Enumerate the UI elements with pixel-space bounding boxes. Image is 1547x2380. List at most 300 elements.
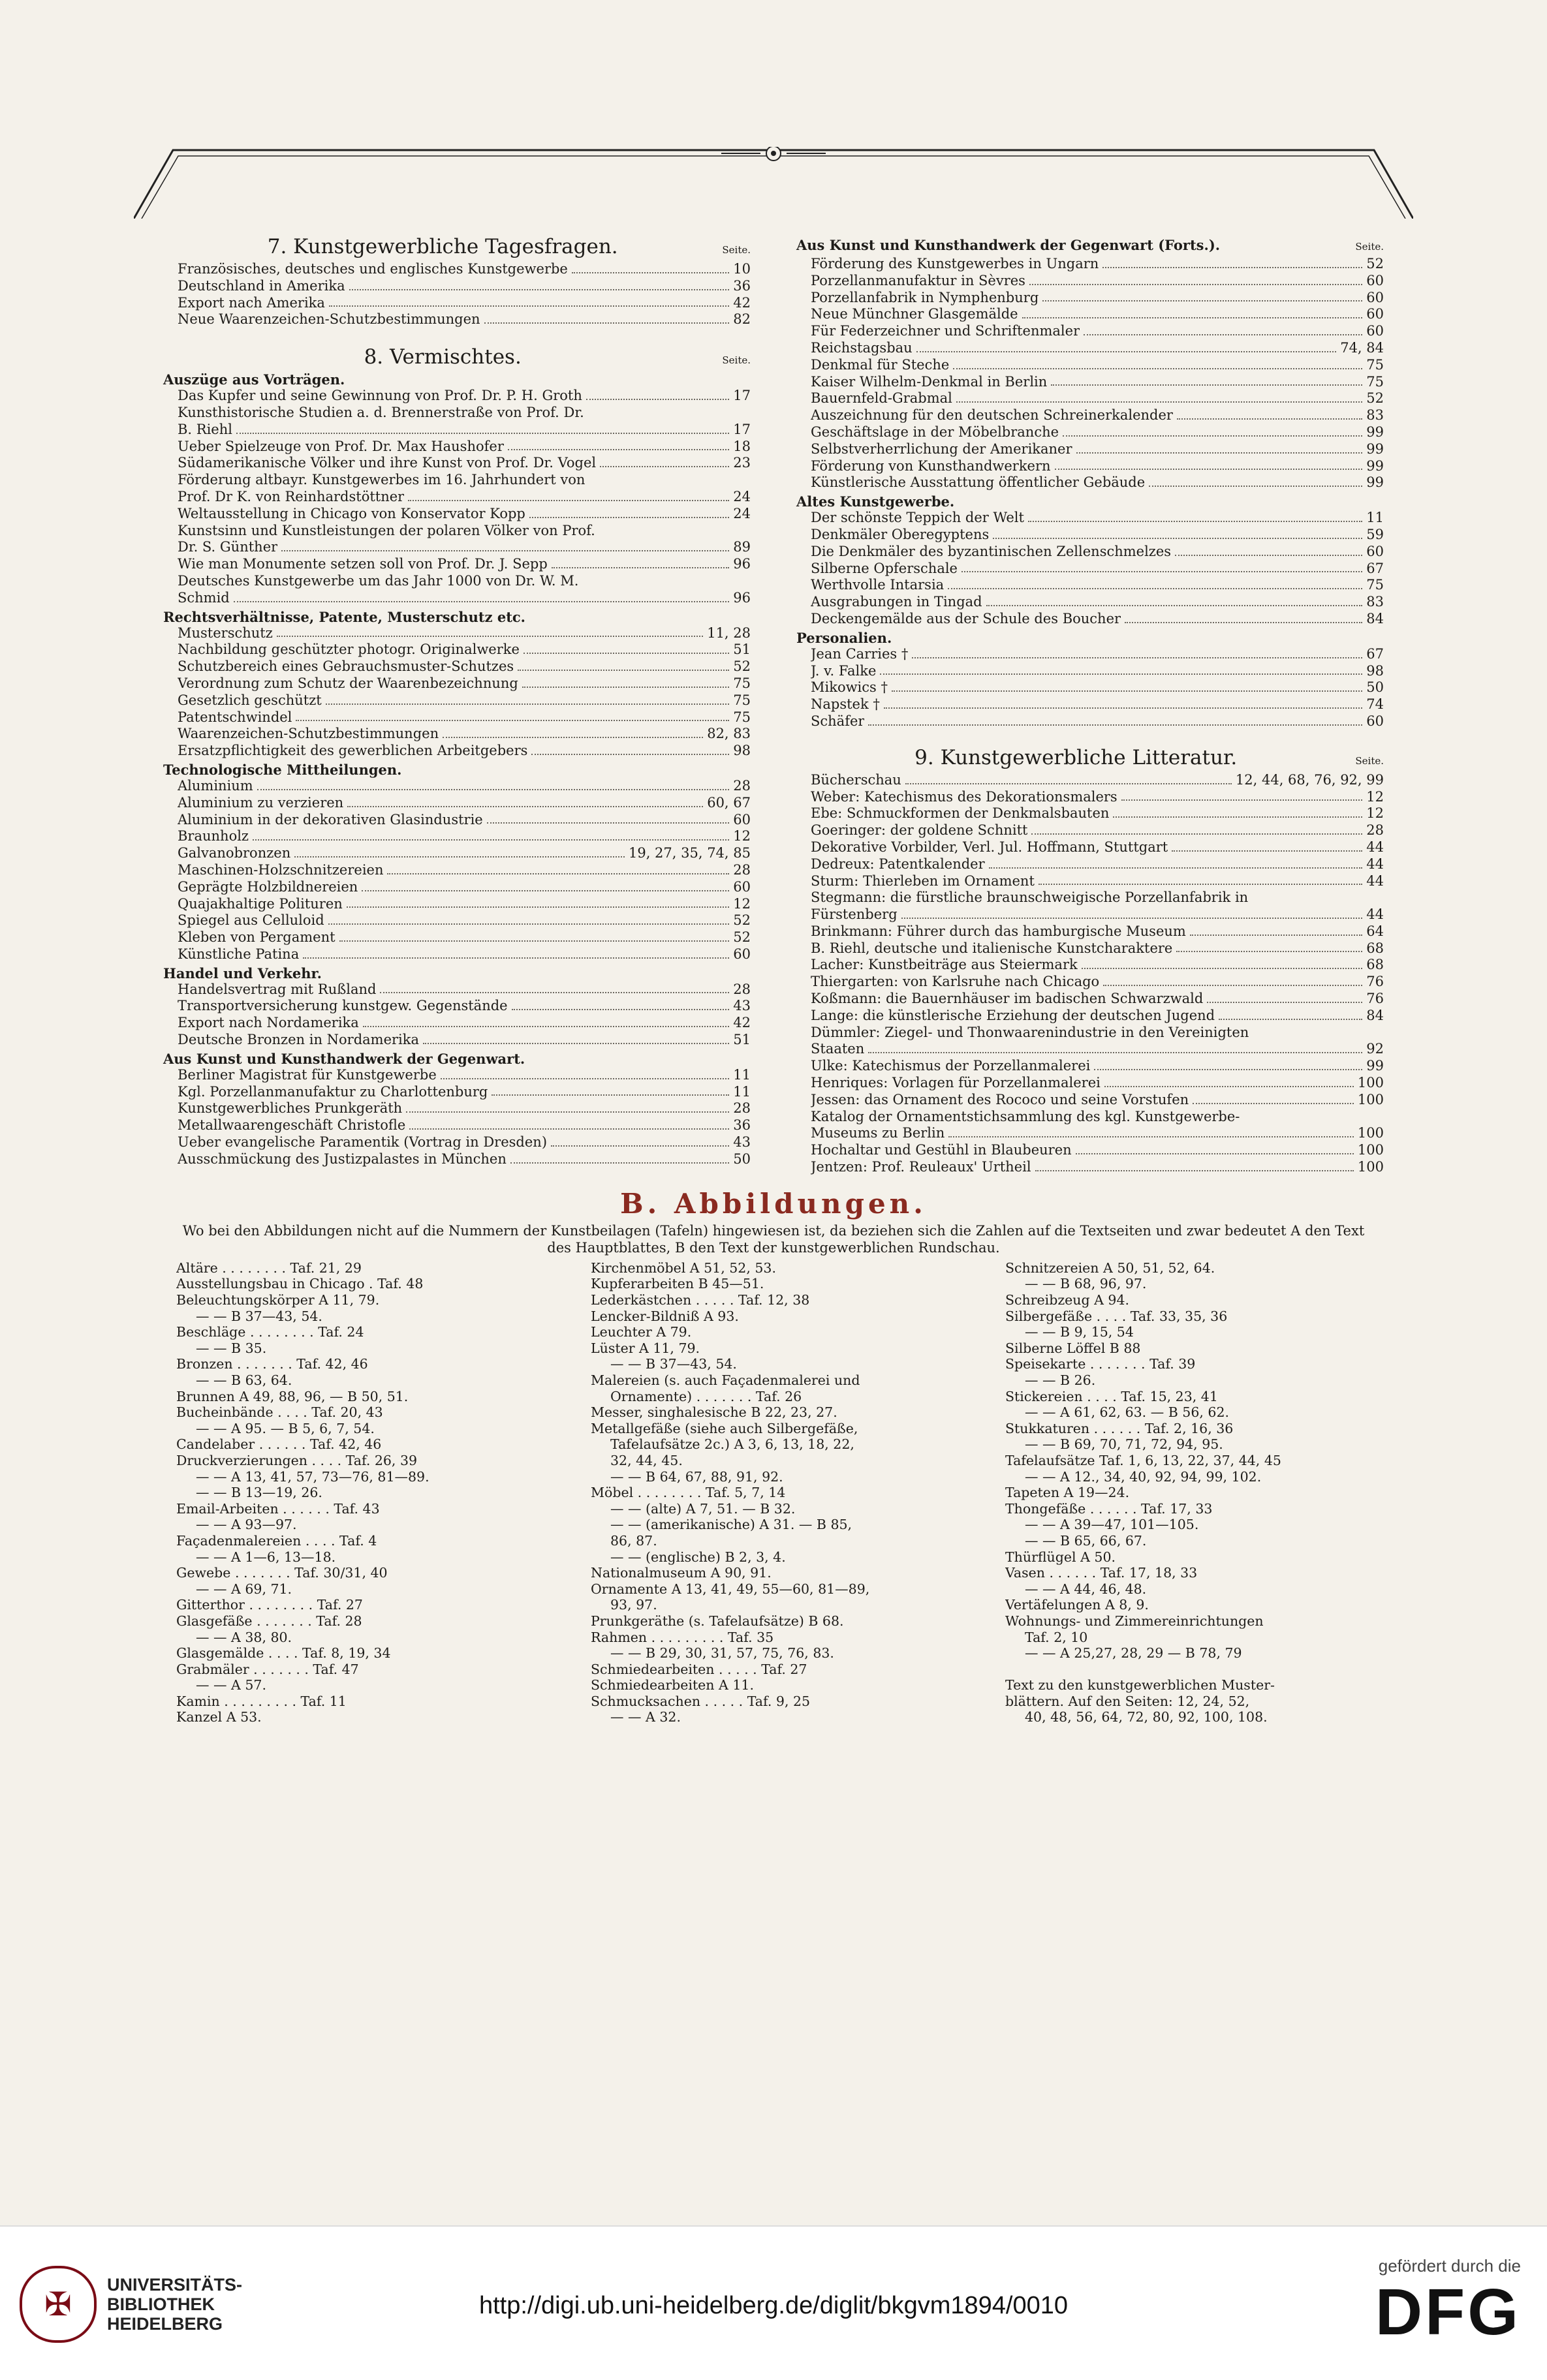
index-entry [163, 896, 751, 913]
entry-text: Henriques: Vorlagen für Porzellanmalerei [811, 1075, 1101, 1091]
abbildung-entry: Speisekarte . . . . . . . Taf. 39 [1005, 1356, 1196, 1372]
index-entry [796, 357, 1384, 374]
index-entry [796, 974, 1384, 991]
dot-leader [1172, 839, 1362, 852]
entry-text: Ulke: Katechismus der Porzellanmalerei [811, 1058, 1091, 1074]
abbildung-entry: Nationalmuseum A 90, 91. [591, 1565, 772, 1581]
dot-leader [347, 795, 703, 807]
dot-leader [510, 1151, 729, 1164]
dot-leader [408, 489, 729, 501]
dot-leader [1035, 1159, 1354, 1171]
page-number: 24 [733, 488, 751, 504]
abbildung-entry: Gitterthor . . . . . . . . Taf. 27 [176, 1597, 363, 1613]
dot-leader [339, 929, 730, 942]
group-heading: Personalien. [796, 629, 892, 646]
abbildung-entry: Brunnen A 49, 88, 96, — B 50, 51. [176, 1388, 409, 1404]
page-number: 83 [1366, 594, 1384, 610]
source-url-link[interactable]: http://digi.ub.uni-heidelberg.de/diglit/bkgvm1894/0010 [478, 2292, 1069, 2319]
page-number: 76 [1366, 974, 1384, 990]
index-entry [796, 940, 1384, 957]
personalien-list [796, 646, 1384, 730]
abbildung-entry: Candelaber . . . . . . Taf. 42, 46 [176, 1436, 382, 1453]
index-entry [163, 590, 751, 607]
entry-text: Lange: die künstlerische Erziehung der deutschen Jugend [811, 1007, 1215, 1023]
entry-text: Braunholz [178, 828, 249, 844]
page-number: 100 [1357, 1075, 1384, 1091]
index-entry [163, 658, 751, 675]
index-entry [796, 611, 1384, 628]
index-entry [163, 709, 751, 726]
abbildungen-columns [163, 1260, 1384, 1725]
entry-text: Schmid [178, 589, 230, 606]
abbildung-entry: Gewebe . . . . . . . Taf. 30/31, 40 [176, 1565, 388, 1581]
entry-text: Berliner Magistrat für Kunstgewerbe [178, 1066, 437, 1083]
abbildung-entry: — — A 93—97. [196, 1517, 297, 1533]
entry-text: Künstliche Patina [178, 946, 300, 962]
page-number: 19, 27, 35, 74, 85 [628, 845, 751, 861]
abbildung-entry: Beschläge . . . . . . . . Taf. 24 [176, 1324, 364, 1340]
abbildung-entry: Schmiedearbeiten . . . . . Taf. 27 [591, 1661, 807, 1677]
abbildung-entry: — — (amerikanische) A 31. — B 85, [610, 1517, 852, 1533]
abbildung-entry: Vasen . . . . . . Taf. 17, 18, 33 [1005, 1565, 1198, 1581]
index-entry [796, 663, 1384, 680]
dot-leader [1102, 256, 1362, 268]
page-number: 28 [733, 1100, 751, 1117]
dot-leader [1031, 822, 1362, 835]
index-entry [796, 544, 1384, 561]
dfg-wordmark: DFG [1375, 2276, 1521, 2349]
page-number: 60 [1366, 306, 1384, 322]
abbildung-entry: Tafelaufsätze 2c.) A 3, 6, 13, 18, 22, [610, 1436, 854, 1453]
index-entry [796, 822, 1384, 839]
index-entry [163, 778, 751, 795]
dot-leader [880, 663, 1362, 675]
index-entry [796, 256, 1384, 273]
entry-text: Ausschmückung des Justizpalastes in München [178, 1151, 507, 1167]
index-entry [163, 912, 751, 929]
entry-text: Quajakhaltige Polituren [178, 895, 343, 912]
index-entry [163, 879, 751, 896]
page-number: 75 [1366, 373, 1384, 390]
dot-leader [588, 405, 747, 417]
entry-text: Denkmäler Oberegyptens [811, 526, 990, 542]
page-number: 60 [733, 946, 751, 962]
seite-label: Seite. [1355, 241, 1384, 253]
group-heading: Aus Kunst und Kunsthandwerk der Gegenwart (Forts.). [796, 237, 1221, 253]
page-number: 75 [733, 675, 751, 691]
dot-leader [236, 422, 729, 434]
page-number: 99 [1366, 1058, 1384, 1074]
dot-leader [884, 696, 1362, 709]
page-number: 23 [733, 455, 751, 471]
page-number: 12 [1366, 788, 1384, 805]
page-number: 98 [733, 743, 751, 759]
entry-text: Deutsches Kunstgewerbe um das Jahr 1000 von Dr. W. M. [178, 572, 579, 589]
dot-leader [531, 743, 729, 755]
dot-leader [484, 311, 730, 324]
page-number: 12 [733, 828, 751, 844]
index-entry [796, 906, 1384, 923]
abbildung-entry: — — B 26. [1025, 1372, 1096, 1388]
entry-text: Dedreux: Patentkalender [811, 856, 985, 872]
page-number: 92 [1366, 1041, 1384, 1057]
index-entry [163, 506, 751, 523]
abbildung-entry: Prunkgeräthe (s. Tafelaufsätze) B 68. [591, 1613, 844, 1629]
dot-leader [1176, 940, 1362, 953]
index-entry [796, 991, 1384, 1008]
abbildung-entry: Façadenmalereien . . . . Taf. 4 [176, 1532, 377, 1549]
index-entry [796, 679, 1384, 696]
page-number: 100 [1357, 1159, 1384, 1175]
dfg-logo[interactable] [1375, 2256, 1521, 2348]
abbildung-entry: Taf. 2, 10 [1025, 1629, 1088, 1645]
entry-text: Sturm: Thierleben im Ornament [811, 873, 1035, 889]
page-number: 52 [1366, 390, 1384, 407]
abbildung-entry: Malereien (s. auch Façadenmalerei und [591, 1372, 860, 1388]
continued-heading [796, 235, 1384, 253]
index-entry [796, 957, 1384, 974]
dot-leader [1084, 323, 1362, 335]
index-entry [796, 646, 1384, 663]
dot-leader [589, 472, 747, 484]
page-number: 60 [1366, 713, 1384, 729]
index-entry [163, 929, 751, 946]
abbildung-entry: Wohnungs- und Zimmereinrichtungen [1005, 1613, 1264, 1629]
page-number: 67 [1366, 560, 1384, 576]
index-entry [163, 795, 751, 812]
index-entry [163, 726, 751, 743]
index-entry [163, 1084, 751, 1101]
dot-leader [1076, 1142, 1354, 1154]
dot-leader [993, 527, 1362, 539]
abbildung-entry: — — B 69, 70, 71, 72, 94, 95. [1025, 1436, 1223, 1453]
abbildung-entry: Messer, singhalesische B 22, 23, 27. [591, 1404, 837, 1421]
page-number: 11 [1366, 510, 1384, 526]
page-number: 98 [1366, 662, 1384, 679]
entry-text: Der schönste Teppich der Welt [811, 510, 1024, 526]
altes-kunstgewerbe-list [796, 510, 1384, 628]
dot-leader [1082, 957, 1363, 969]
entry-text: B. Riehl [178, 421, 232, 437]
abbildung-entry: — — B 35. [196, 1340, 267, 1356]
entry-text: Metallwaarengeschäft Christofle [178, 1117, 406, 1134]
dot-leader [1252, 889, 1380, 902]
abbildung-entry: Glasgefäße . . . . . . . Taf. 28 [176, 1613, 362, 1629]
entry-text: Das Kupfer und seine Gewinnung von Prof. Dr. P. H. Groth [178, 388, 582, 404]
dot-leader [1063, 424, 1362, 437]
abbildung-entry: — — A 25,27, 28, 29 — B 78, 79 [1025, 1645, 1242, 1661]
seite-label: Seite. [722, 244, 751, 256]
abbildung-entry: Bronzen . . . . . . . Taf. 42, 46 [176, 1356, 368, 1372]
dot-leader [294, 845, 625, 858]
page-number: 12 [1366, 805, 1384, 822]
dot-leader [953, 357, 1362, 369]
page-number: 51 [733, 1032, 751, 1048]
page-number: 60 [733, 878, 751, 895]
abbildung-entry: — — B 68, 96, 97. [1025, 1276, 1147, 1292]
dot-leader [1190, 923, 1362, 936]
index-entry [796, 772, 1384, 789]
dot-leader [1243, 1109, 1380, 1121]
page-number: 89 [733, 539, 751, 555]
index-entry [163, 845, 751, 862]
dot-leader [529, 506, 729, 518]
index-entry [163, 261, 751, 278]
entry-text: Handelsvertrag mit Rußland [178, 981, 377, 997]
abbildung-entry: Ornamente) . . . . . . . Taf. 26 [610, 1388, 802, 1404]
index-page [163, 235, 1384, 1725]
entry-text: Schäfer [811, 713, 865, 729]
entry-text: Thiergarten: von Karlsruhe nach Chicago [811, 974, 1100, 990]
index-entry [796, 323, 1384, 340]
dot-leader [329, 295, 729, 307]
index-entry [163, 278, 751, 295]
page-number: 99 [1366, 440, 1384, 457]
dfg-subtitle: gefördert durch die [1378, 2256, 1521, 2276]
abbildungen-heading: B. Abbildungen. [620, 1187, 927, 1220]
index-entry [163, 422, 751, 439]
abbildung-entry: Silberne Löffel B 88 [1005, 1340, 1141, 1356]
index-entry [796, 441, 1384, 458]
page-number: 28 [733, 981, 751, 997]
abbildungen-intro: Wo bei den Abbildungen nicht auf die Nummern der Kunstbeilagen (Tafeln) hingewiesen ist, da beziehen sich die Zahlen auf die Textseiten und zwar bedeutet A den Text des Hauptblattes, B den Text der kunstgewerblichen Rundschau. [182, 1222, 1365, 1256]
dot-leader [1219, 1008, 1362, 1020]
index-entry [796, 594, 1384, 611]
page-number: 11, 28 [707, 625, 751, 641]
index-entry [163, 675, 751, 692]
dot-leader [1039, 873, 1362, 886]
page-number: 28 [733, 777, 751, 794]
abbildung-entry: — — (alte) A 7, 51. — B 32. [610, 1500, 796, 1517]
abbildung-entry: Lederkästchen . . . . . Taf. 12, 38 [591, 1292, 810, 1308]
page-number: 11 [733, 1066, 751, 1083]
page-number: 60 [1366, 543, 1384, 559]
page-number: 60, 67 [707, 794, 751, 811]
entry-text: Französisches, deutsches und englisches Kunstgewerbe [178, 261, 568, 277]
abbildung-entry: — — A 39—47, 101—105. [1025, 1517, 1199, 1533]
entry-text: Neue Münchner Glasgemälde [811, 306, 1018, 322]
index-entry [796, 923, 1384, 940]
entry-text: Stegmann: die fürstliche braunschweigische Porzellanfabrik in [811, 889, 1249, 906]
dot-leader [423, 1032, 729, 1044]
page-number: 44 [1366, 873, 1384, 889]
dot-leader [916, 340, 1337, 352]
abbildungen-column-2 [591, 1260, 956, 1725]
index-entry [163, 295, 751, 312]
page-number: 74, 84 [1340, 339, 1384, 356]
index-entry [796, 1008, 1384, 1025]
abbildung-entry: Tapeten A 19—24. [1005, 1485, 1130, 1501]
page-number: 52 [733, 929, 751, 946]
abbildung-entry: — — A 32. [610, 1709, 681, 1725]
dot-leader [989, 856, 1363, 869]
abbildung-entry: — — B 13—19, 26. [196, 1485, 322, 1501]
dot-leader [1094, 1058, 1362, 1070]
page-number: 12, 44, 68, 76, 92, 99 [1235, 771, 1384, 788]
entry-text: Ersatzpflichtigkeit des gewerblichen Arbeitgebers [178, 743, 528, 759]
entry-text: Kunsthistorische Studien a. d. Brennerstraße von Prof. Dr. [178, 404, 584, 420]
abbildung-entry: — — A 69, 71. [196, 1581, 292, 1597]
group-heading: Technologische Mittheilungen. [163, 761, 402, 778]
entry-text: Förderung altbayr. Kunstgewerbes im 16. Jahrhundert von [178, 472, 586, 488]
entry-text: Transportversicherung kunstgew. Gegenstände [178, 998, 508, 1014]
ub-line: BIBLIOTHEK [107, 2295, 215, 2314]
index-entry [163, 1134, 751, 1151]
index-entry [796, 340, 1384, 357]
abbildung-entry: Metallgefäße (siehe auch Silbergefäße, [591, 1420, 858, 1436]
abbildung-entry: — — (englische) B 2, 3, 4. [610, 1549, 786, 1565]
entry-text: Weber: Katechismus des Dekorationsmalers [811, 788, 1117, 805]
abbildung-entry: Stickereien . . . . Taf. 15, 23, 41 [1005, 1388, 1218, 1404]
abbildung-entry: blättern. Auf den Seiten: 12, 24, 52, [1005, 1693, 1250, 1709]
dot-leader [234, 590, 730, 602]
entry-text: Auszeichnung für den deutschen Schreinerkalender [811, 407, 1173, 424]
page-number: 99 [1366, 457, 1384, 474]
abbildung-entry: Stukkaturen . . . . . . Taf. 2, 16, 36 [1005, 1420, 1234, 1436]
abbildung-entry: — — A 1—6, 13—18. [196, 1549, 336, 1565]
dot-leader [892, 679, 1362, 692]
entry-text: Denkmal für Steche [811, 356, 950, 373]
index-entry [796, 407, 1384, 424]
index-entry [796, 889, 1384, 906]
index-entry [163, 692, 751, 709]
entry-text: J. v. Falke [811, 662, 877, 679]
index-entry [163, 812, 751, 829]
page-number: 68 [1366, 940, 1384, 956]
right-column [796, 235, 1384, 1176]
entry-text: Förderung von Kunsthandwerkern [811, 457, 1051, 474]
page-number: 60 [1366, 272, 1384, 288]
page-number: 75 [1366, 577, 1384, 593]
entry-text: Musterschutz [178, 625, 273, 641]
abbildung-entry: Beleuchtungskörper A 11, 79. [176, 1292, 380, 1308]
index-entry [163, 405, 751, 422]
section-title: 9. Kunstgewerbliche Litteratur. [914, 745, 1238, 769]
abbildung-entry: Thongefäße . . . . . . Taf. 17, 33 [1005, 1500, 1213, 1517]
index-entry [796, 789, 1384, 806]
entry-text: Silberne Opferschale [811, 560, 958, 576]
index-entry [163, 489, 751, 506]
page-number: 28 [733, 861, 751, 878]
dot-leader [1029, 273, 1362, 285]
dot-leader [409, 1117, 729, 1130]
page-number: 76 [1366, 991, 1384, 1007]
dot-leader [406, 1100, 729, 1113]
index-entry [163, 998, 751, 1015]
entry-text: Reichstagsbau [811, 339, 913, 356]
dot-leader [303, 946, 729, 959]
index-entry [796, 1058, 1384, 1075]
entry-text: Schutzbereich eines Gebrauchsmuster-Schutzes [178, 658, 514, 675]
index-entry [796, 873, 1384, 890]
index-entry [796, 713, 1384, 730]
index-entry [796, 273, 1384, 290]
dot-leader [1028, 510, 1362, 522]
dot-leader [868, 1041, 1362, 1053]
entry-text: Ebe: Schmuckformen der Denkmalsbauten [811, 805, 1110, 822]
abbildung-entry: Text zu den kunstgewerblichen Muster- [1005, 1677, 1275, 1693]
abbildung-entry: — — B 9, 15, 54 [1025, 1324, 1134, 1340]
dot-leader [362, 879, 729, 891]
page-number: 96 [733, 556, 751, 572]
abbildung-entry: Kamin . . . . . . . . . Taf. 11 [176, 1693, 347, 1709]
index-entry [163, 523, 751, 540]
index-entry [796, 696, 1384, 713]
section-9-title [796, 746, 1384, 769]
index-entry [796, 1125, 1384, 1142]
dot-leader [901, 906, 1363, 919]
litteratur-list [796, 772, 1384, 1176]
page-number: 28 [1366, 822, 1384, 839]
entry-text: Südamerikanische Völker und ihre Kunst von Prof. Dr. Vogel [178, 455, 597, 471]
entry-text: Ueber evangelische Paramentik (Vortrag in Dresden) [178, 1134, 548, 1151]
entry-text: Jean Carries † [811, 645, 909, 662]
seite-label: Seite. [1355, 754, 1384, 767]
entry-text: Verordnung zum Schutz der Waarenbezeichnung [178, 675, 518, 691]
entry-text: Export nach Nordamerika [178, 1015, 359, 1031]
entry-text: Ueber Spielzeuge von Prof. Dr. Max Haushofer [178, 438, 504, 454]
index-entry [796, 1092, 1384, 1109]
dot-leader [1177, 407, 1362, 420]
entry-text: Goeringer: der goldene Schnitt [811, 822, 1028, 839]
dot-leader [492, 1084, 729, 1096]
page-number: 17 [733, 388, 751, 404]
page-number: 59 [1366, 526, 1384, 542]
abbildung-entry: — — A 38, 80. [196, 1629, 292, 1645]
entry-text: Jessen: das Ornament des Rococo und seine Vorstufen [811, 1091, 1189, 1107]
dot-leader [1104, 1075, 1354, 1087]
entry-text: Künstlerische Ausstattung öffentlicher Gebäude [811, 474, 1146, 491]
entry-text: Dümmler: Ziegel- und Thonwaarenindustrie in den Vereinigten [811, 1024, 1249, 1040]
abbildung-entry: 86, 87. [610, 1532, 657, 1549]
index-entry [163, 1100, 751, 1117]
entry-text: Aluminium in der dekorativen Glasindustrie [178, 811, 483, 827]
dot-leader [326, 692, 730, 705]
abbildung-entry: Schmiedearbeiten A 11. [591, 1677, 754, 1693]
page-number: 100 [1357, 1091, 1384, 1107]
section-7-list [163, 261, 751, 328]
dot-leader [443, 726, 703, 738]
group-heading: Handel und Verkehr. [163, 965, 322, 981]
index-entry [163, 472, 751, 489]
entry-text: Kunstgewerbliches Prunkgeräth [178, 1100, 403, 1117]
index-entry [796, 577, 1384, 594]
entry-text: Geprägte Holzbildnereien [178, 878, 358, 895]
page-number: 36 [733, 277, 751, 294]
page-number: 36 [733, 1117, 751, 1134]
dot-leader [296, 709, 729, 722]
dot-leader [253, 828, 729, 841]
index-entry [163, 455, 751, 472]
page-number: 43 [733, 1134, 751, 1151]
entry-text: Mikowics † [811, 679, 888, 696]
dot-leader [1193, 1092, 1354, 1104]
entry-text: Selbstverherrlichung der Amerikaner [811, 440, 1072, 457]
abbildung-entry: Silbergefäße . . . . Taf. 33, 35, 36 [1005, 1308, 1228, 1324]
page-number: 18 [733, 438, 751, 454]
dot-leader [1042, 290, 1362, 302]
dot-leader [328, 912, 730, 925]
page-number: 96 [733, 589, 751, 606]
entry-text: Museums zu Berlin [811, 1125, 945, 1141]
dot-leader [552, 556, 729, 568]
dot-leader [347, 896, 729, 908]
entry-text: Wie man Monumente setzen soll von Prof. Dr. J. Sepp [178, 556, 548, 572]
index-entry [796, 805, 1384, 822]
section-7-title [163, 235, 751, 258]
index-entry [796, 290, 1384, 307]
abbildung-entry [1005, 1661, 1371, 1678]
